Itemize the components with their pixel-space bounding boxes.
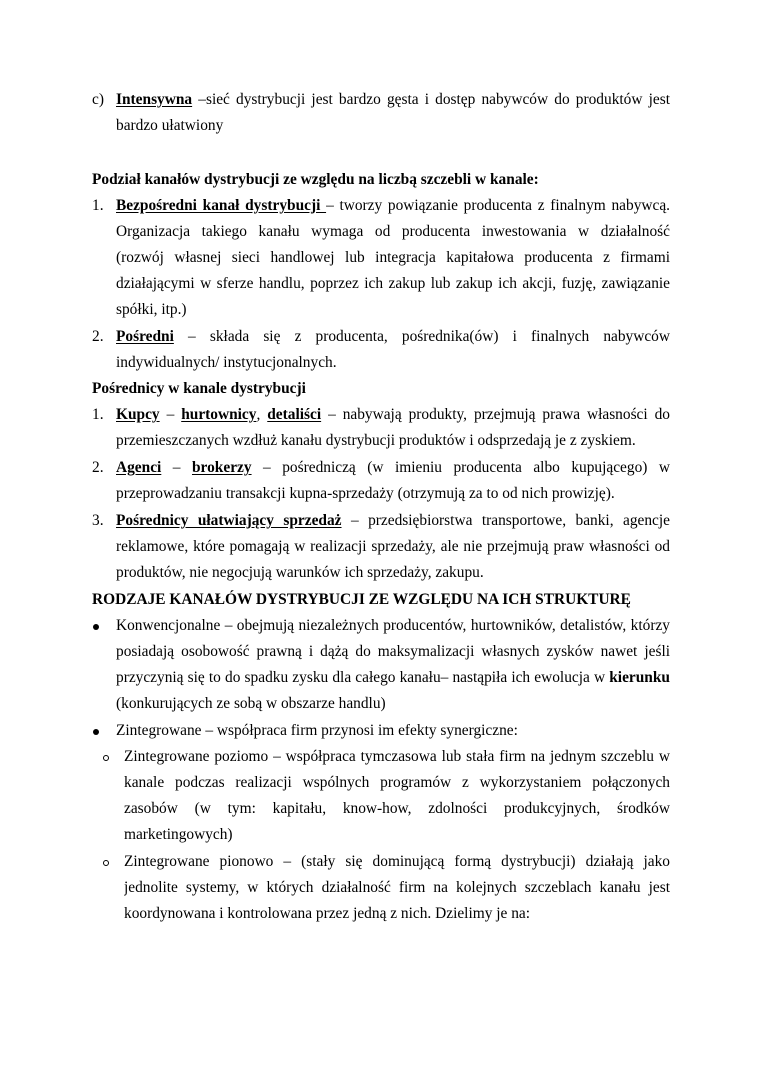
intermediaries-item-3-text: – przedsiębiorstwa transportowe, banki, agencje: [341, 512, 670, 529]
levels-item-1-line-5: spółki, itp.): [116, 301, 187, 318]
bullet-circle-icon: [103, 860, 109, 866]
item-c-line-1: [116, 90, 670, 110]
levels-item-1-line-3: (rozwój własnej sieci handlowej lub integracja kapitałowa producenta z firmami: [116, 249, 670, 266]
bullet-dot-icon: [93, 729, 99, 735]
levels-heading: Podział kanałów dystrybucji ze względu na liczbą szczebli w kanale:: [92, 171, 539, 188]
levels-item-1-line-4: działającymi w sferze handlu, poprzez ich zakup lub zakup ich akcji, fuzję, zawiązanie: [116, 275, 670, 292]
intermediaries-item-2-marker: 2.: [92, 459, 104, 476]
intermediaries-item-3-line-3: produktów, nie negocjują warunków ich sprzedaży, zakupu.: [116, 564, 484, 581]
list-marker-c: c): [92, 91, 104, 108]
term-posrednicy-ulatwiajacy: Pośrednicy ułatwiający sprzedaż: [116, 512, 342, 529]
term-hurtownicy: hurtownicy: [181, 406, 257, 423]
item-c-line-2: bardzo ułatwiony: [116, 117, 224, 134]
levels-item-2-text: – składa się z producenta, pośrednika(ów) i finalnych nabywców: [173, 328, 670, 345]
levels-item-1-line-1: [116, 196, 670, 216]
levels-item-1-line-2: Organizacja takiego kanału wymaga od producenta inwestowania w działalność: [116, 223, 670, 240]
intermediaries-item-3-marker: 3.: [92, 512, 104, 529]
intermediaries-item-1-line-2: przemieszczanych wzdłuż kanału dystrybucji produktów i odsprzedają je z zyskiem.: [116, 432, 636, 449]
bullet-dot-icon: [93, 624, 99, 630]
term-agenci: Agenci: [116, 459, 162, 476]
intermediaries-item-3-line-2: reklamowe, które pomagają w realizacji sprzedaży, ale nie przejmują praw własności od: [116, 538, 670, 555]
levels-item-1-marker: 1.: [92, 197, 104, 214]
sub-bullet-1-line-1: Zintegrowane poziomo – współpraca tymczasowa lub stała firm na jednym szczeblu w: [124, 748, 670, 765]
intermediaries-item-1-marker: 1.: [92, 406, 104, 423]
levels-item-1-text: – tworzy powiązanie producenta z finalnym nabywcą.: [326, 197, 670, 214]
intermediaries-item-2-text: – pośredniczą (w imieniu producenta albo kupującego) w: [251, 459, 670, 476]
structure-bullet-2-line-1: Zintegrowane – współpraca firm przynosi im efekty synergiczne:: [116, 722, 518, 739]
sub-bullet-2-line-1: Zintegrowane pionowo – (stały się dominującą formą dystrybucji) działają jako: [124, 853, 670, 870]
intermediaries-item-2-line-1: [116, 458, 670, 478]
intermediaries-item-2-line-2: przeprowadzaniu transakcji kupna-sprzedaży (otrzymują za to od nich prowizję).: [116, 485, 615, 502]
structure-bullet-1-line-1: Konwencjonalne – obejmują niezależnych producentów, hurtowników, detalistów, którzy: [116, 617, 670, 634]
structure-bullet-1-line-4: (konkurujących ze sobą w obszarze handlu): [116, 695, 386, 712]
sub-bullet-2-line-2: jednolite systemy, w których działalność firm na kolejnych szczeblach kanału jest: [124, 879, 670, 896]
term-posredni: Pośredni: [116, 328, 174, 345]
intermediaries-item-1-line-1: [116, 405, 670, 425]
term-bezposredni: Bezpośredni kanał dystrybucji: [116, 197, 327, 214]
structure-heading: RODZAJE KANAŁÓW DYSTRYBUCJI ZE WZGLĘDU NA ICH STRUKTURĘ: [92, 591, 631, 608]
sub-bullet-1-line-4: marketingowych): [124, 826, 233, 843]
separator: ,: [256, 406, 268, 423]
term-kupcy: Kupcy: [116, 406, 160, 423]
sub-bullet-2-line-3: koordynowana i kontrolowana przez jedną z nich. Dzielimy je na:: [124, 905, 530, 922]
intermediaries-item-3-line-1: [116, 511, 670, 531]
structure-bullet-1-line-2: posiadają osobowość prawną i dążą do maksymalizacji własnych zysków nawet jeśli: [116, 643, 670, 660]
intermediaries-item-1-text: – nabywają produkty, przejmują prawa własności do: [321, 406, 670, 423]
term-brokerzy: brokerzy: [192, 459, 252, 476]
separator: –: [159, 406, 182, 423]
levels-item-2-line-1: [116, 327, 670, 347]
sub-bullet-1-line-3: zasobów (w tym: kapitału, know-how, zdolności produkcyjnych, środków: [124, 800, 670, 817]
term-kierunku: kierunku: [609, 669, 670, 686]
levels-item-2-line-2: indywidualnych/ instytucjonalnych.: [116, 354, 337, 371]
sub-bullet-1-line-2: kanale podczas realizacji wspólnych programów z wykorzystaniem połączonych: [124, 774, 670, 791]
structure-bullet-1-text: przyczynią się to do spadku zysku dla całego kanału– nastąpiła ich ewolucja w: [116, 669, 610, 686]
term-intensywna: Intensywna: [116, 91, 193, 108]
levels-item-2-marker: 2.: [92, 328, 104, 345]
structure-bullet-1-line-3: [116, 668, 670, 688]
separator: –: [161, 459, 192, 476]
item-c-text: –sieć dystrybucji jest bardzo gęsta i dostęp nabywców do produktów jest: [192, 91, 670, 108]
bullet-circle-icon: [103, 755, 109, 761]
term-detalisci: detaliści: [267, 406, 322, 423]
intermediaries-heading: Pośrednicy w kanale dystrybucji: [92, 380, 306, 397]
